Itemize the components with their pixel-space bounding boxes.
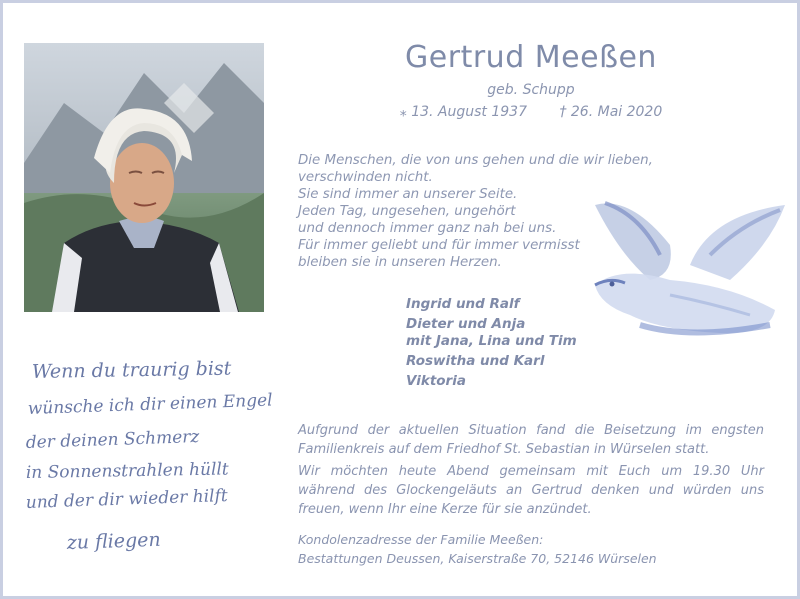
handwritten-line: in Sonnenstrahlen hüllt — [25, 459, 229, 483]
poem-line: bleiben sie in unseren Herzen. — [298, 255, 502, 270]
family-group — [406, 316, 606, 350]
birth-date: ⁎ 13. August 1937 — [399, 104, 527, 120]
handwritten-line: wünsche ich dir einen Engel — [27, 390, 273, 419]
poem-line: Die Menschen, die von uns gehen und die wir lieben, — [298, 153, 653, 168]
deceased-name: Gertrud Meeßen — [405, 40, 657, 75]
family-member: mit Jana, Lina und Tim — [406, 333, 577, 349]
portrait-photo — [24, 43, 264, 312]
condolence-address — [298, 530, 764, 568]
family-signatures — [406, 296, 606, 393]
family-member: Roswitha und Karl — [406, 353, 545, 369]
notice-paragraph: Aufgrund der aktuellen Situation fand die Beisetzung im engsten Familienkreis auf dem Friedhof St. Sebastian in Würselen statt. — [298, 423, 764, 457]
life-dates — [300, 104, 762, 120]
notice-paragraph: Wir möchten heute Abend gemeinsam mit Euch um 19.30 Uhr während des Glockengeläuts an Gertrud denken und würden uns freuen, wenn Ihr eine Kerze für sie anzündet. — [298, 464, 764, 517]
death-date: † 26. Mai 2020 — [559, 104, 663, 120]
family-group — [406, 373, 606, 390]
handwritten-line: zu fliegen — [66, 528, 162, 554]
family-member: Ingrid und Ralf — [406, 296, 520, 312]
family-member: Viktoria — [406, 373, 466, 389]
handwritten-verse — [22, 352, 292, 567]
poem-line: Jeden Tag, ungesehen, ungehört — [298, 204, 516, 219]
handwritten-line: der deinen Schmerz — [25, 426, 200, 453]
funeral-notice — [298, 421, 764, 522]
poem-line: und dennoch immer ganz nah bei uns. — [298, 221, 557, 236]
poem-line: Sie sind immer an unserer Seite. — [298, 187, 518, 202]
poem-line: Für immer geliebt und für immer vermisst — [298, 238, 580, 253]
family-group — [406, 296, 606, 313]
dove-painting — [580, 185, 790, 355]
contact-heading: Kondolenzadresse der Familie Meeßen: — [298, 532, 544, 547]
handwritten-line: Wenn du traurig bist — [31, 357, 232, 383]
contact-address: Bestattungen Deussen, Kaiserstraße 70, 52146 Würselen — [298, 551, 657, 566]
birth-name: geb. Schupp — [487, 82, 575, 98]
poem-line: verschwinden nicht. — [298, 170, 433, 185]
family-member: Dieter und Anja — [406, 316, 526, 332]
handwritten-line: und der dir wieder hilft — [25, 485, 229, 513]
family-group — [406, 353, 606, 370]
